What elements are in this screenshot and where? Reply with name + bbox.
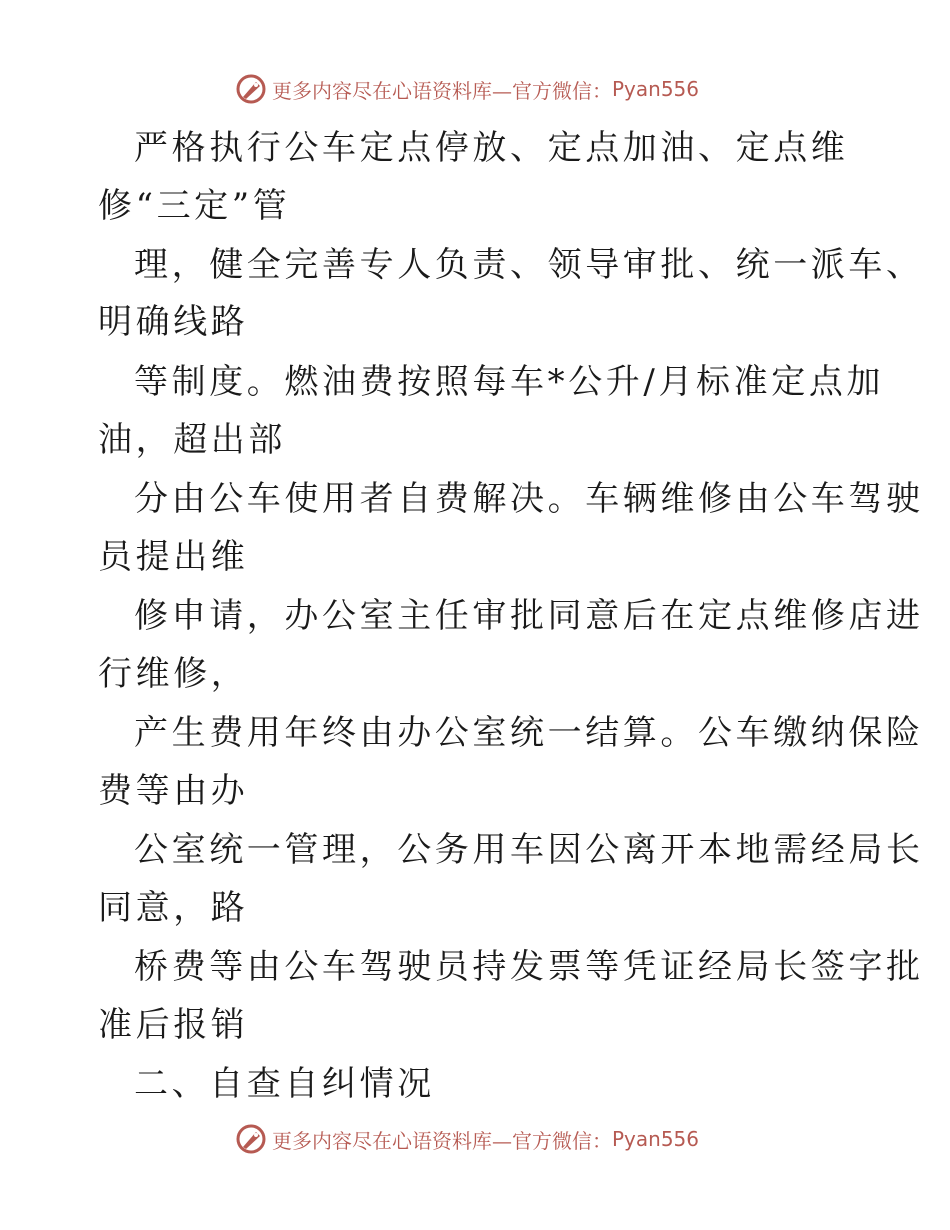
body-line: 油，超出部 [98,420,286,460]
body-line: 明确线路 [98,302,249,342]
body-line: 行维修， [98,654,249,694]
body-line: 公室统一管理，公务用车因公离开本地需经局长 [134,830,924,870]
body-line: 等制度。燃油费按照每车*公升/月标准定点加 [134,362,885,402]
body-line: 理，健全完善专人负责、领导审批、统一派车、 [134,245,924,285]
body-line: 员提出维 [98,537,249,577]
body-line: 分由公车使用者自费解决。车辆维修由公车驾驶 [134,479,924,519]
body-line: 费等由办 [98,771,249,811]
body-line: 严格执行公车定点停放、定点加油、定点维 [134,128,849,168]
body-line: 修申请，办公室主任审批同意后在定点维修店进 [134,596,924,636]
watermark-text: 更多内容尽在心语资料库—官方微信： [272,1128,612,1153]
watermark-wechat-id: Pyan556 [612,1127,700,1151]
watermark-wechat-id: Pyan556 [612,77,700,101]
body-line: 准后报销 [98,1005,249,1045]
section-heading: 二、自查自纠情况 [134,1064,435,1104]
body-line: 同意，路 [98,888,249,928]
body-line: 修“三定”管 [98,186,291,226]
body-line: 桥费等由公车驾驶员持发票等凭证经局长签字批 [134,947,924,987]
footer-watermark [234,1122,699,1156]
pen-nib-logo-icon [234,1122,268,1156]
watermark-text: 更多内容尽在心语资料库—官方微信： [272,78,612,103]
body-line: 产生费用年终由办公室统一结算。公车缴纳保险 [134,713,924,753]
